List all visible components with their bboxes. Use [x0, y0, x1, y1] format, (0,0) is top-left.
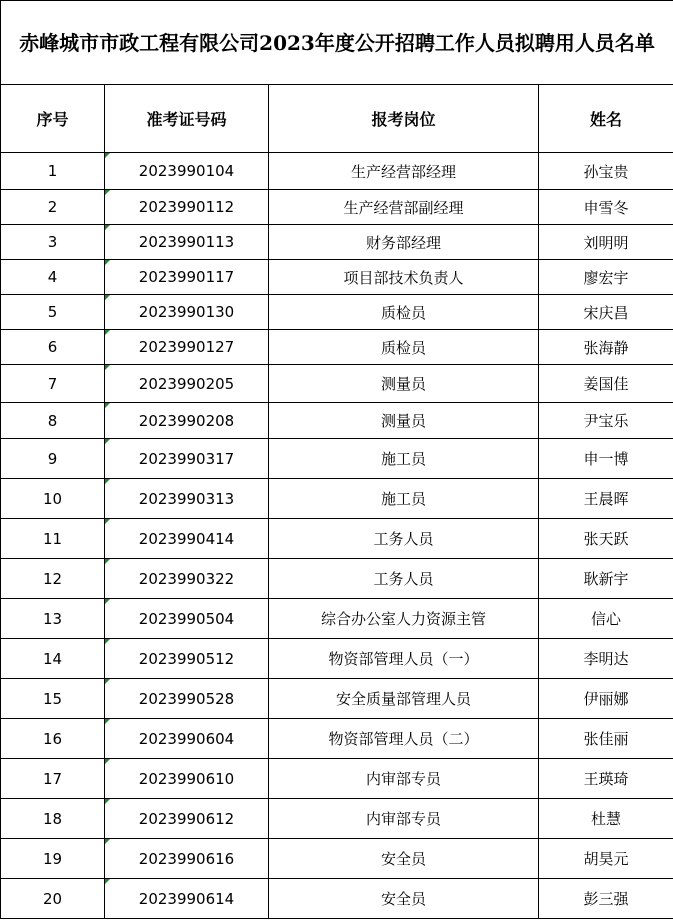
serial-cell: 15	[1, 679, 105, 719]
name-cell: 胡昊元	[539, 839, 673, 879]
name-cell: 宋庆昌	[539, 295, 673, 330]
title-row	[1, 1, 673, 85]
header-row	[1, 85, 673, 153]
exam-number-cell: 2023990614	[105, 879, 269, 919]
exam-number-cell: 2023990112	[105, 190, 269, 225]
position-cell: 工务人员	[269, 559, 539, 599]
table-row	[1, 799, 673, 839]
exam-number-cell: 2023990130	[105, 295, 269, 330]
name-cell: 杜慧	[539, 799, 673, 839]
serial-cell: 4	[1, 260, 105, 295]
name-cell: 刘明明	[539, 225, 673, 260]
table-row	[1, 599, 673, 639]
table-row	[1, 479, 673, 519]
position-cell: 安全质量部管理人员	[269, 679, 539, 719]
serial-cell: 20	[1, 879, 105, 919]
serial-cell: 14	[1, 639, 105, 679]
exam-number-cell: 2023990504	[105, 599, 269, 639]
name-cell: 尹宝乐	[539, 403, 673, 439]
serial-cell: 10	[1, 479, 105, 519]
table-row	[1, 153, 673, 190]
exam-number-cell: 2023990208	[105, 403, 269, 439]
document-title: 赤峰城市市政工程有限公司2023年度公开招聘工作人员拟聘用人员名单	[1, 1, 673, 85]
serial-cell: 11	[1, 519, 105, 559]
position-cell: 施工员	[269, 479, 539, 519]
position-cell: 财务部经理	[269, 225, 539, 260]
exam-number-cell: 2023990528	[105, 679, 269, 719]
table-row	[1, 519, 673, 559]
exam-number-cell: 2023990322	[105, 559, 269, 599]
exam-number-cell: 2023990612	[105, 799, 269, 839]
exam-number-cell: 2023990616	[105, 839, 269, 879]
table-row	[1, 295, 673, 330]
table-row	[1, 190, 673, 225]
serial-cell: 1	[1, 153, 105, 190]
name-cell: 廖宏宇	[539, 260, 673, 295]
position-cell: 安全员	[269, 839, 539, 879]
serial-cell: 2	[1, 190, 105, 225]
serial-cell: 6	[1, 330, 105, 365]
name-cell: 王晨晖	[539, 479, 673, 519]
table-row	[1, 559, 673, 599]
table-row	[1, 679, 673, 719]
table-row	[1, 260, 673, 295]
position-cell: 质检员	[269, 295, 539, 330]
position-cell: 物资部管理人员（二）	[269, 719, 539, 759]
serial-cell: 3	[1, 225, 105, 260]
name-cell: 王瑛琦	[539, 759, 673, 799]
name-cell: 张天跃	[539, 519, 673, 559]
exam-number-cell: 2023990512	[105, 639, 269, 679]
serial-cell: 7	[1, 365, 105, 403]
position-cell: 内审部专员	[269, 799, 539, 839]
position-cell: 项目部技术负责人	[269, 260, 539, 295]
position-cell: 测量员	[269, 365, 539, 403]
position-cell: 生产经营部副经理	[269, 190, 539, 225]
name-cell: 信心	[539, 599, 673, 639]
table-row	[1, 330, 673, 365]
table-row	[1, 365, 673, 403]
name-cell: 耿新宇	[539, 559, 673, 599]
exam-number-cell: 2023990104	[105, 153, 269, 190]
exam-number-cell: 2023990313	[105, 479, 269, 519]
header-name: 姓名	[539, 85, 673, 153]
serial-cell: 19	[1, 839, 105, 879]
name-cell: 孙宝贵	[539, 153, 673, 190]
serial-cell: 5	[1, 295, 105, 330]
position-cell: 生产经营部经理	[269, 153, 539, 190]
position-cell: 安全员	[269, 879, 539, 919]
serial-cell: 9	[1, 439, 105, 479]
name-cell: 彭三强	[539, 879, 673, 919]
table-row	[1, 759, 673, 799]
table-row	[1, 719, 673, 759]
name-cell: 姜国佳	[539, 365, 673, 403]
header-exam-number: 准考证号码	[105, 85, 269, 153]
serial-cell: 17	[1, 759, 105, 799]
position-cell: 质检员	[269, 330, 539, 365]
name-cell: 伊丽娜	[539, 679, 673, 719]
exam-number-cell: 2023990610	[105, 759, 269, 799]
exam-number-cell: 2023990127	[105, 330, 269, 365]
name-cell: 李明达	[539, 639, 673, 679]
table-row	[1, 839, 673, 879]
name-cell: 申雪冬	[539, 190, 673, 225]
serial-cell: 16	[1, 719, 105, 759]
position-cell: 内审部专员	[269, 759, 539, 799]
name-cell: 申一博	[539, 439, 673, 479]
position-cell: 综合办公室人力资源主管	[269, 599, 539, 639]
header-position: 报考岗位	[269, 85, 539, 153]
header-serial: 序号	[1, 85, 105, 153]
table-row	[1, 225, 673, 260]
exam-number-cell: 2023990317	[105, 439, 269, 479]
name-cell: 张佳丽	[539, 719, 673, 759]
position-cell: 工务人员	[269, 519, 539, 559]
name-cell: 张海静	[539, 330, 673, 365]
serial-cell: 12	[1, 559, 105, 599]
serial-cell: 13	[1, 599, 105, 639]
table-row	[1, 639, 673, 679]
position-cell: 测量员	[269, 403, 539, 439]
exam-number-cell: 2023990117	[105, 260, 269, 295]
table-row	[1, 403, 673, 439]
serial-cell: 18	[1, 799, 105, 839]
table-row	[1, 439, 673, 479]
exam-number-cell: 2023990113	[105, 225, 269, 260]
position-cell: 施工员	[269, 439, 539, 479]
table-row	[1, 879, 673, 919]
position-cell: 物资部管理人员（一）	[269, 639, 539, 679]
exam-number-cell: 2023990205	[105, 365, 269, 403]
exam-number-cell: 2023990414	[105, 519, 269, 559]
exam-number-cell: 2023990604	[105, 719, 269, 759]
serial-cell: 8	[1, 403, 105, 439]
